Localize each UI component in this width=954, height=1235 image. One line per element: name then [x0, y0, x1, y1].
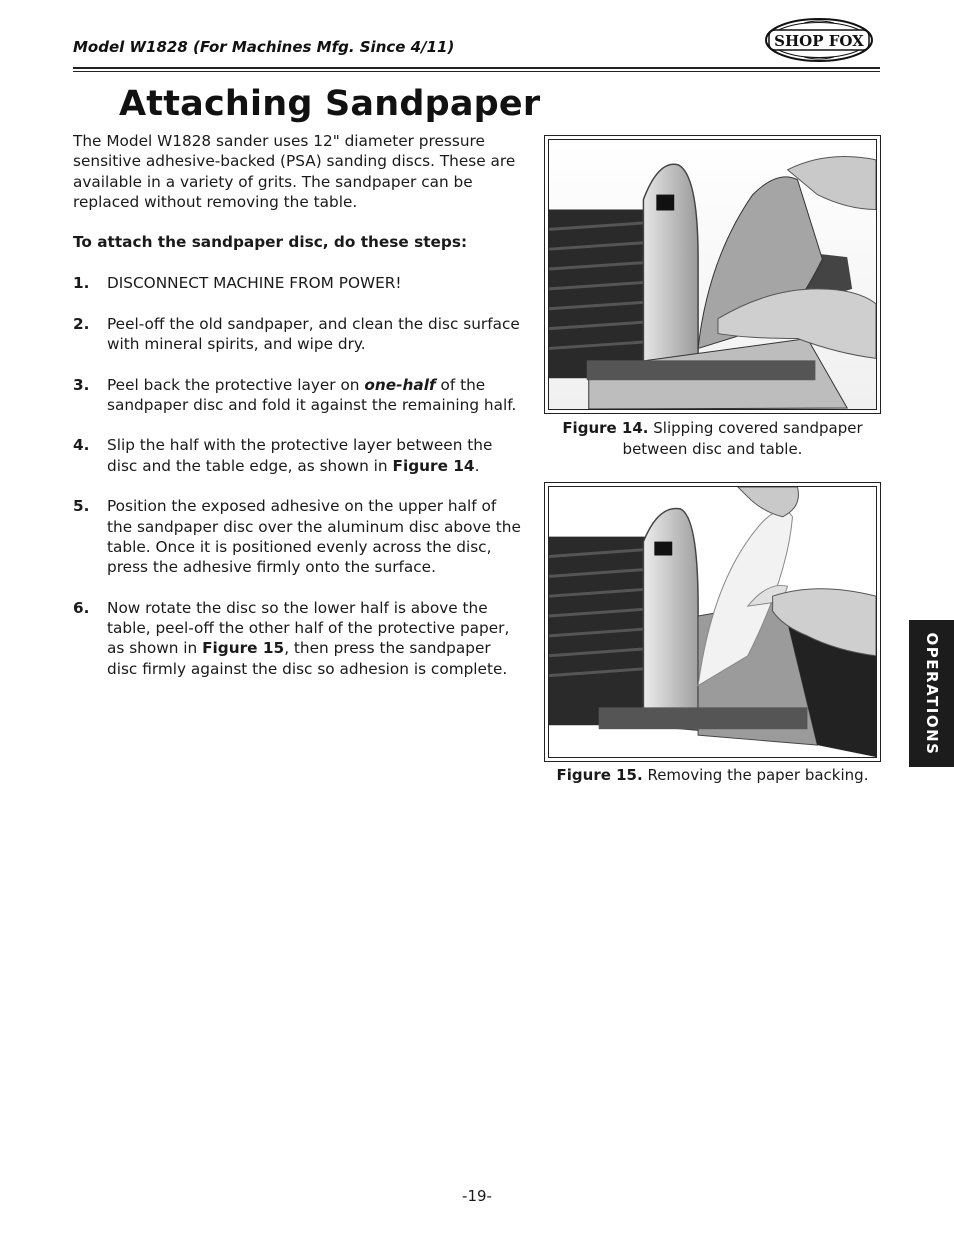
svg-text:SHOP FOX: SHOP FOX: [774, 32, 864, 50]
step-item: 3. Peel back the protective layer on one-half of the sandpaper disc and fold it against the remaining half.: [73, 375, 517, 414]
step-item: 5. Position the exposed adhesive on the upper half of the sandpaper disc over the aluminum disc above the table. Once it is positioned evenly across the disc, press the adhesive firmly onto the surface.: [73, 497, 521, 577]
header-model-text: Model W1828 (For Machines Mfg. Since 4/11): [73, 38, 455, 56]
body-text: [73, 131, 525, 679]
step-item: 6. Now rotate the disc so the lower half is above the table, peel-off the other half of the protective paper, as shown in Figure 15, then press the sandpaper disc firmly against the disc so adhesion is complete.: [73, 598, 510, 678]
page-title: Attaching Sandpaper: [119, 84, 541, 124]
header-rule-thin: [73, 71, 880, 72]
step-item: 4. Slip the half with the protective layer between the disc and the table edge, as shown in Figure 14.: [73, 436, 493, 475]
figure-14-caption: Figure 14. Slipping covered sandpaper between disc and table.: [562, 419, 863, 458]
section-tab-operations: OPERATIONS: [909, 620, 954, 767]
step-item: 2. Peel-off the old sandpaper, and clean the disc surface with mineral spirits, and wipe dry.: [73, 314, 520, 353]
header-rule: [73, 67, 880, 69]
figure-15-image: [544, 482, 881, 762]
intro-paragraph: The Model W1828 sander uses 12" diameter pressure sensitive adhesive-backed (PSA) sanding discs. These are available in a variety of grits. The sandpaper can be replaced without removing the table.: [73, 132, 516, 211]
figure-15-caption: Figure 15. Removing the paper backing.: [556, 766, 869, 784]
steps-heading: To attach the sandpaper disc, do these steps:: [73, 233, 468, 252]
shop-fox-logo: [764, 17, 874, 63]
page-number: -19-: [462, 1187, 492, 1205]
figure-14-image: [544, 135, 881, 414]
step-item: 1. DISCONNECT MACHINE FROM POWER!: [73, 274, 402, 293]
